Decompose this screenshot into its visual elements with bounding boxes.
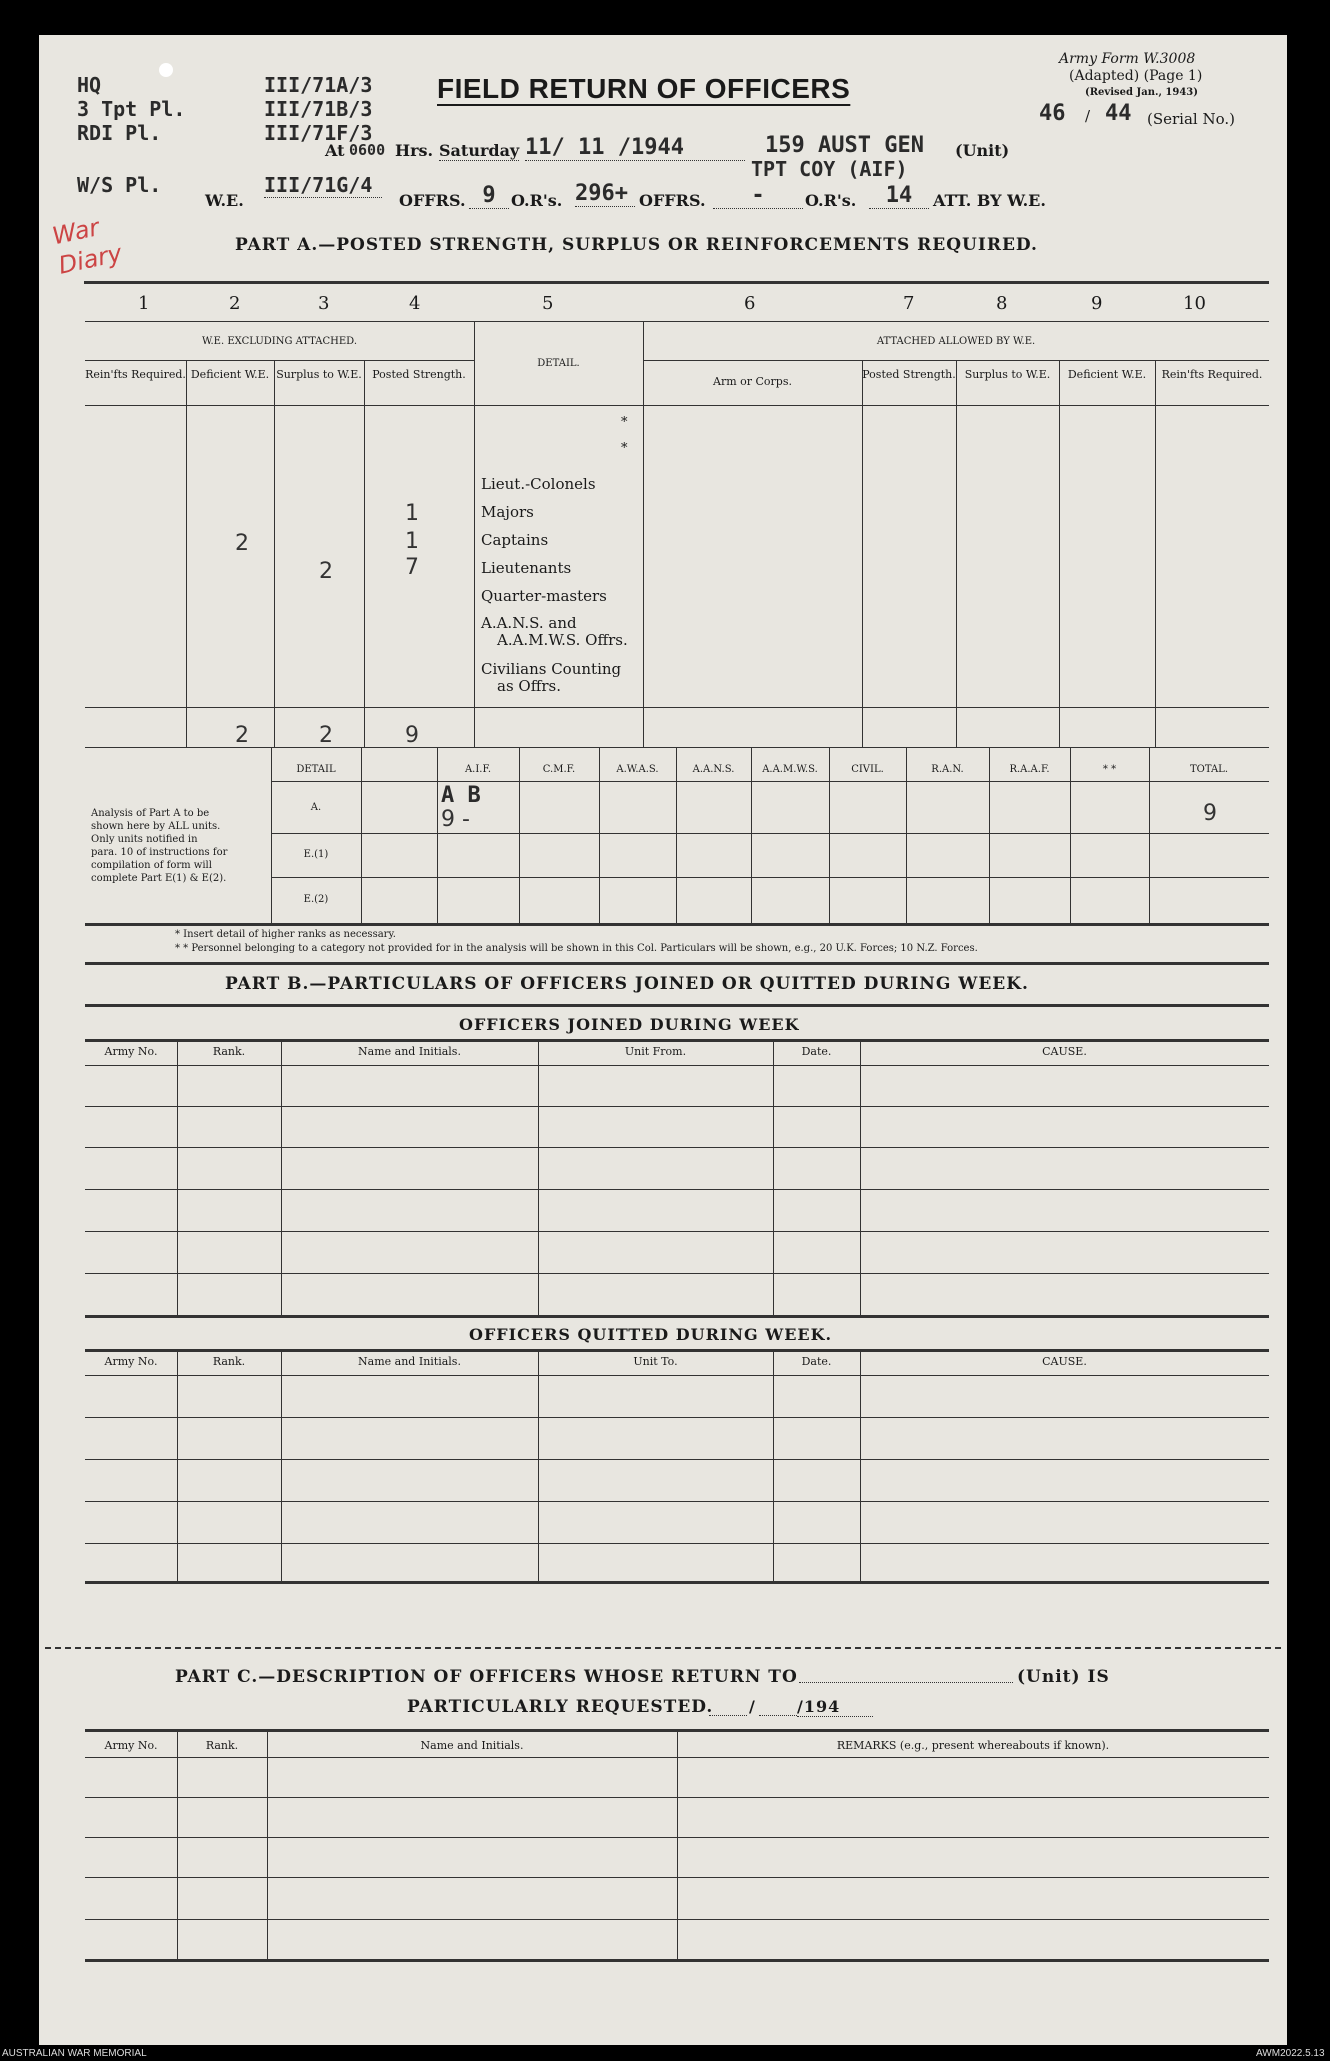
quitted-title: OFFICERS QUITTED DURING WEEK. — [469, 1325, 833, 1344]
col-num-7: 7 — [903, 293, 915, 314]
footer-left: AUSTRALIAN WAR MEMORIAL — [2, 2048, 147, 2059]
head-surplus-right: Surplus to W.E. — [964, 368, 1051, 381]
we-hq: III/71A/3 — [264, 73, 373, 97]
serial-a: 46 — [1039, 101, 1066, 126]
partc-head-rank: Rank. — [205, 1739, 239, 1752]
part-c-line1b: (Unit) IS — [1017, 1667, 1110, 1687]
quitted-head-name: Name and Initials. — [358, 1355, 461, 1368]
analysis-head-aamws: A.A.M.W.S. — [762, 764, 818, 775]
army-form-number: Army Form W.3008 — [1059, 51, 1196, 67]
analysis-note-4: para. 10 of instructions for — [91, 847, 228, 858]
rank-majors: Majors — [481, 503, 534, 521]
part-c-sep: / — [749, 1697, 756, 1716]
col-num-1: 1 — [138, 293, 150, 314]
we-ws: III/71G/4 — [264, 173, 382, 198]
col-num-4: 4 — [409, 293, 421, 314]
unit-line2: TPT COY (AIF) — [751, 157, 908, 181]
unit-3tpt: 3 Tpt Pl. — [77, 97, 186, 121]
analysis-row-a: A. — [310, 802, 322, 813]
unit-ws: W/S Pl. — [77, 173, 162, 197]
part-c-day-blank[interactable] — [709, 1697, 747, 1716]
unit-list — [77, 73, 185, 145]
att-offrs-label: OFFRS. — [639, 191, 706, 210]
analysis-head-total: TOTAL. — [1189, 764, 1229, 775]
col-num-9: 9 — [1091, 293, 1103, 314]
tear-line — [45, 1647, 1281, 1649]
posted-captains: 1 — [405, 529, 419, 554]
partc-head-remarks: REMARKS (e.g., present whereabouts if known). — [836, 1739, 1110, 1752]
analysis-head-raaf: R.A.A.F. — [1009, 764, 1050, 775]
offrs-label: OFFRS. — [399, 191, 466, 210]
form-adapted: (Adapted) (Page 1) — [1069, 68, 1203, 84]
posted-lieutenants: 7 — [405, 555, 419, 580]
rank-aans-line1: A.A.N.S. and — [481, 614, 577, 632]
at-label: At — [325, 141, 345, 160]
att-ors-value: 14 — [869, 183, 929, 209]
aif-a-line1: A B — [441, 783, 481, 808]
analysis-head-awas: A.W.A.S. — [616, 764, 659, 775]
ors-value: 296+ — [575, 181, 635, 207]
star-2: * — [621, 441, 628, 456]
detail-header: DETAIL. — [537, 358, 580, 369]
analysis-head-ran: R.A.N. — [931, 764, 964, 775]
quitted-head-cause: CAUSE. — [1042, 1355, 1087, 1368]
analysis-head-civil: CIVIL. — [851, 764, 884, 775]
att-offrs-value: - — [713, 183, 803, 209]
analysis-head-aif: A.I.F. — [464, 764, 492, 775]
unit-hq: HQ — [77, 73, 102, 97]
joined-head-rank: Rank. — [212, 1045, 246, 1058]
part-c-month-blank[interactable] — [759, 1697, 797, 1716]
rank-civilians — [481, 661, 621, 695]
serial-b: 44 — [1105, 101, 1132, 126]
quitted-head-date: Date. — [801, 1355, 832, 1368]
head-deficient-left: Deficient W.E. — [190, 368, 270, 381]
col-num-3: 3 — [318, 293, 330, 314]
form-title: FIELD RETURN OF OFFICERS — [437, 73, 851, 104]
head-arm-corps: Arm or Corps. — [713, 375, 792, 388]
part-a-title: PART A.—POSTED STRENGTH, SURPLUS OR REINFORCEMENTS REQUIRED. — [235, 235, 1038, 255]
rank-lieutenants: Lieutenants — [481, 559, 572, 577]
footnote-2: * * Personnel belonging to a category not provided for in the analysis will be shown in this Col. Particulars will be shown, e.g., 20 U.K. Forces; 10 N.Z. Forces. — [175, 943, 978, 954]
rank-aans — [481, 615, 628, 649]
joined-head-cause: CAUSE. — [1042, 1045, 1087, 1058]
total-deficient: 2 — [235, 723, 249, 748]
analysis-note-2: shown here by ALL units. — [91, 821, 221, 832]
form-sheet — [39, 35, 1287, 2045]
we-label: W.E. — [205, 191, 244, 210]
head-surplus-left: Surplus to W.E. — [276, 368, 362, 381]
joined-title: OFFICERS JOINED DURING WEEK — [459, 1015, 800, 1034]
unit-line1: 159 AUST GEN — [765, 133, 924, 158]
head-posted-left: Posted Strength. — [372, 368, 466, 381]
margin-note: War Diary — [49, 213, 125, 280]
analysis-head-aans: A.A.N.S. — [692, 764, 735, 775]
day: Saturday — [439, 141, 520, 160]
joined-head-date: Date. — [801, 1045, 832, 1058]
quitted-head-army-no: Army No. — [104, 1355, 158, 1368]
quitted-head-unit: Unit To. — [633, 1355, 678, 1368]
footnote-1: * Insert detail of higher ranks as necessary. — [175, 929, 396, 940]
posted-majors: 1 — [405, 501, 419, 526]
serial-label: (Serial No.) — [1147, 110, 1235, 128]
analysis-note-6: complete Part E(1) & E(2). — [91, 873, 227, 884]
rank-quartermasters: Quarter-masters — [481, 587, 607, 605]
head-reinfts-right: Rein'fts Required. — [1161, 368, 1263, 381]
analysis-head-detail: DETAIL — [296, 764, 336, 775]
analysis-note-5: compilation of form will — [91, 860, 212, 871]
att-ors-label: O.R's. — [805, 191, 857, 210]
hrs-label: Hrs. — [395, 141, 434, 160]
footer-right: AWM2022.5.13 — [1256, 2048, 1325, 2059]
rank-aans-line2: A.A.M.W.S. Offrs. — [497, 631, 628, 649]
rank-civilians-line1: Civilians Counting — [481, 660, 622, 678]
col-num-8: 8 — [996, 293, 1008, 314]
col-num-2: 2 — [229, 293, 241, 314]
joined-head-name: Name and Initials. — [358, 1045, 461, 1058]
att-by-we-label: ATT. BY W.E. — [933, 191, 1046, 210]
part-c-line2a: PARTICULARLY REQUESTED. — [407, 1697, 714, 1717]
partc-head-army-no: Army No. — [104, 1739, 158, 1752]
col-num-6: 6 — [744, 293, 756, 314]
analysis-row-e2: E.(2) — [303, 894, 329, 905]
star-1: * — [621, 415, 628, 430]
analysis-row-e1: E.(1) — [303, 849, 329, 860]
we-rdi: III/71F/3 — [264, 121, 373, 145]
quitted-head-rank: Rank. — [212, 1355, 246, 1368]
total-posted: 9 — [405, 723, 419, 748]
joined-head-unit: Unit From. — [624, 1045, 687, 1058]
part-c-unit-blank[interactable] — [799, 1682, 1013, 1683]
rank-civilians-line2: as Offrs. — [497, 677, 561, 695]
unit-we-list — [264, 73, 372, 145]
rank-lt-colonels: Lieut.-Colonels — [481, 475, 596, 493]
ors-label: O.R's. — [511, 191, 563, 210]
head-posted-right: Posted Strength. — [862, 368, 956, 381]
analysis-head-other: * * — [1102, 764, 1117, 775]
deficient-captains: 2 — [235, 531, 249, 556]
return-date: 11/ 11 /1944 — [525, 135, 745, 161]
group-attached-allowed: ATTACHED ALLOWED BY W.E. — [876, 336, 1036, 347]
analysis-note — [91, 807, 227, 885]
part-c-year: /194 — [797, 1697, 873, 1717]
head-deficient-right: Deficient W.E. — [1067, 368, 1147, 381]
col-num-5: 5 — [542, 293, 554, 314]
col-num-10: 10 — [1183, 293, 1206, 314]
form-revised: (Revised Jan., 1943) — [1085, 87, 1198, 98]
analysis-note-3: Only units notified in — [91, 834, 198, 845]
unit-label: (Unit) — [955, 141, 1010, 160]
analysis-head-cmf: C.M.F. — [542, 764, 576, 775]
head-reinfts-left: Rein'fts Required. — [85, 368, 186, 381]
total-surplus: 2 — [319, 723, 333, 748]
joined-head-army-no: Army No. — [104, 1045, 158, 1058]
hrs-value: 0600 — [349, 141, 386, 159]
offrs-value: 9 — [469, 183, 509, 209]
surplus-lieutenants: 2 — [319, 559, 333, 584]
aif-a-line2: 9 - — [441, 807, 470, 832]
analysis-note-1: Analysis of Part A to be — [91, 808, 210, 819]
part-b-title: PART B.—PARTICULARS OF OFFICERS JOINED OR QUITTED DURING WEEK. — [225, 974, 1029, 994]
serial-sep: / — [1085, 107, 1091, 125]
rank-list — [481, 470, 607, 610]
unit-rdi: RDI Pl. — [77, 121, 162, 145]
punch-hole — [159, 63, 173, 77]
partc-head-name: Name and Initials. — [420, 1739, 524, 1752]
we-3tpt: III/71B/3 — [264, 97, 373, 121]
rank-captains: Captains — [481, 531, 549, 549]
group-we-excluding: W.E. EXCLUDING ATTACHED. — [201, 336, 358, 347]
total-a: 9 — [1203, 801, 1217, 826]
part-c-line1a: PART C.—DESCRIPTION OF OFFICERS WHOSE RETURN TO — [175, 1667, 798, 1687]
